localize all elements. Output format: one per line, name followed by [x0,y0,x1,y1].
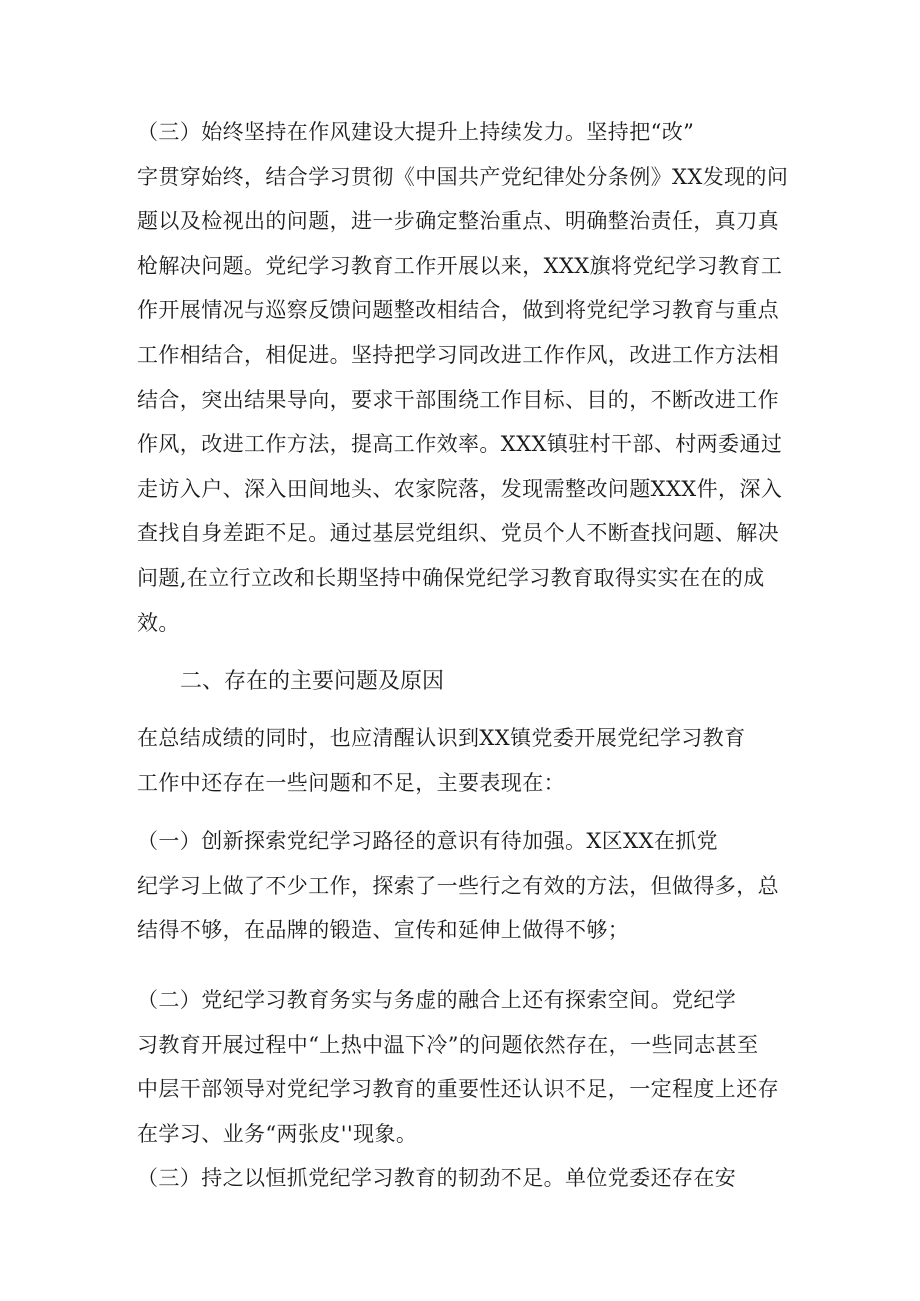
text-line: （三）持之以恒抓党纪学习教育的韧劲不足。单位党委还存在安 [137,1166,737,1190]
text-line: 中层干部领导对党纪学习教育的重要性还认识不足，一定程度上还存 [137,1077,779,1102]
text-line: 习教育开展过程中“上热中温下冷”的问题依然存在，一些同志甚至 [137,1032,759,1057]
paragraph-item-one [137,819,797,953]
paragraph-intro [137,716,797,805]
paragraph-work-style [137,110,797,645]
text-line: 纪学习上做了不少工作，探索了一些行之有效的方法，但做得多，总 [137,873,779,898]
text-line: 结合，突出结果导向，要求干部围绕工作目标、目的，不断改进工作 [137,387,779,412]
text-line: 作风，改进工作方法，提高工作效率。XXX镇驻村干部、村两委通过 [137,432,783,457]
text-line: 题以及检视出的问题，进一步确定整治重点、明确整治责任，真刀真 [137,209,779,234]
text-line: 走访入户、深入田间地头、农家院落，发现需整改问题XXX件，深入 [137,476,783,501]
text-line: 查找自身差距不足。通过基层党组织、党员个人不断查找问题、解决 [137,521,779,546]
text-line: 工作中还存在一些问题和不足，主要表现在： [137,770,565,795]
text-line: 问题,在立行立改和长期坚持中确保党纪学习教育取得实实在在的成 [137,565,765,590]
text-line: （一）创新探索党纪学习路径的意识有待加强。X区XX在抓党 [137,829,719,853]
text-line: 在学习、业务“两张皮''现象。 [137,1121,418,1146]
text-line: 在总结成绩的同时，也应清醒认识到XX镇党委开展党纪学习教育 [137,726,746,750]
text-line: 枪解决问题。党纪学习教育工作开展以来，XXX旗将党纪学习教育工 [137,253,783,278]
text-line: 字贯穿始终，结合学习贯彻《中国共产党纪律处分条例》XX发现的问 [137,164,789,189]
section-heading: 二、存在的主要问题及原因 [180,669,445,694]
text-line: （二）党纪学习教育务实与务虚的融合上还有探索空间。党纪学 [137,988,737,1012]
paragraph-item-three [137,1156,797,1201]
text-line: 作开展情况与巡察反馈问题整改相结合，做到将党纪学习教育与重点 [137,298,779,323]
paragraph-item-two [137,978,797,1156]
text-line: 效。 [137,610,180,635]
text-line: （三）始终坚持在作风建设大提升上持续发力。坚持把“改” [137,120,695,144]
text-line: 工作相结合，相促进。坚持把学习同改进工作作风，改进工作方法相 [137,342,779,367]
text-line: 结得不够，在品牌的锻造、宣传和延伸上做得不够； [137,918,630,943]
